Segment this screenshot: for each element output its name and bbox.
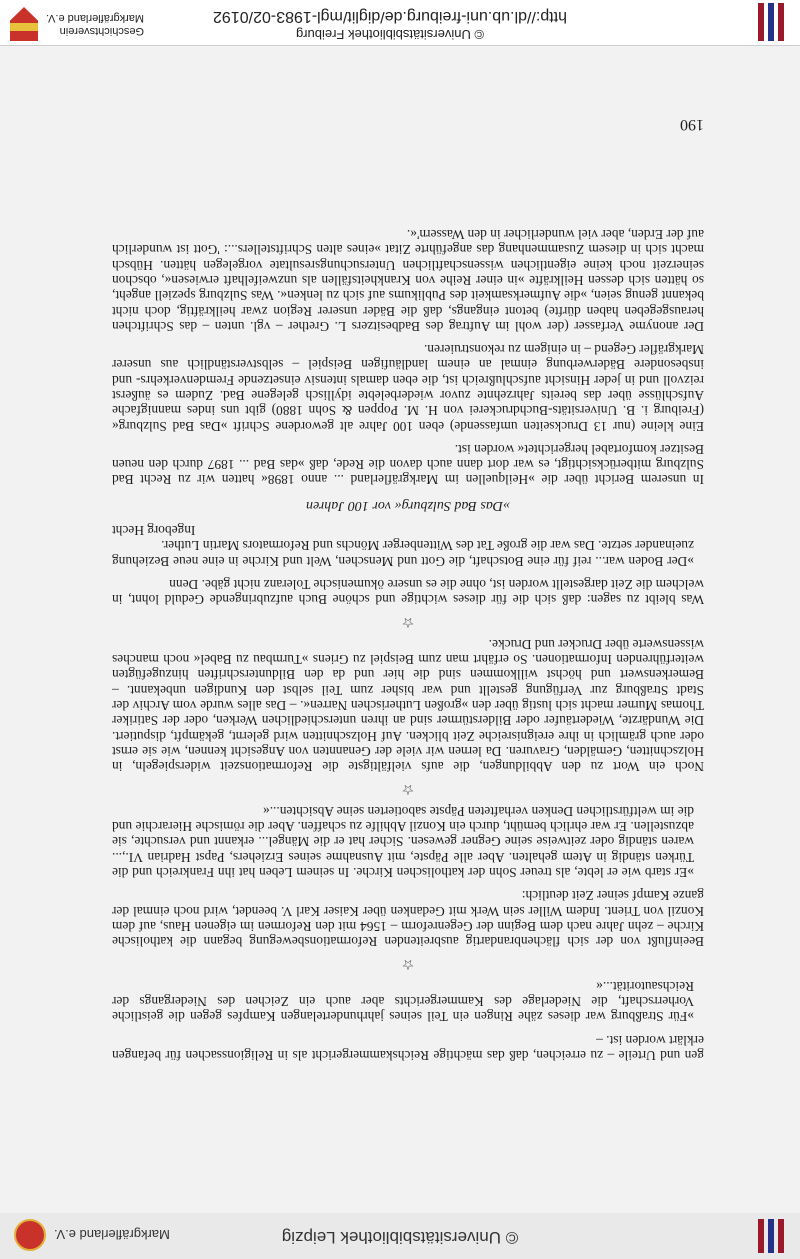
paragraph: Noch ein Wort zu den Abbildungen, die aufs vielfältigste die Reformationszeit widerspiegeln, in Holzschnitten, Gemälden, Gravuren. Da lernen wir viele der Genannten von Angesicht kennen, wie sie ernst oder auch grämlich in ihre ereignisreiche Zeit blicken. Auf Holzschnitten wird gelernt, gekämpft, disputiert. Die Wundärzte, Wiedertäufer oder Bilderstürmer sind an ihren unterschiedlichen Werken, oder der Satiriker Thomas Murner macht sich lustig über den »großen Lutherischen Narren«. – Das alles wurde vom Archiv der Stadt Straßburg zur Verfügung gestellt und war bisher zum Teil selbst den Kundigen unbekannt. – Bemerkenswert und höchst willkommen sind die hier und da den Bildunterschriften hinzugefügten weiterführenden Informationen. So erfährt man zum Beispiel zu Griens »Turmbau zu Babel« noch manches wissenswerte über Drucker und Drucke. — [112, 636, 704, 775]
paragraph: In unserem Bericht über die »Heilquellen im Markgräflerland ... anno 1898« hatten wir zu Recht Bad Sulzburg mitberücksichtigt, es war dort dann auch davon die Rede, daß »das Bad ... 1897 durch den neuen Besitzer komfortabel hergerichtet« worden ist. — [112, 441, 704, 488]
paragraph: gen und Urteile – zu erreichen, daß das mächtige Reichskammergericht als in Religionssachen für befangen erklärt worden ist. – — [112, 1032, 704, 1063]
repository-footer — [0, 0, 800, 46]
star-separator-icon: ☆ — [401, 955, 415, 971]
scanned-page — [0, 46, 800, 1213]
university-logo-icon — [748, 1, 784, 41]
header-title: © Universitätsbibliothek Leipzig — [281, 1228, 519, 1247]
permalink[interactable]: http://dl.ub.uni-freiburg.de/diglit/mgl-1983-02/0192 — [213, 8, 567, 25]
paragraph: Eine kleine (nur 13 Druckseiten umfassende) eben 100 Jahre alt gewordene Schrift »Das Bad Sulzburg« (Freiburg i. B. Universitäts-Buchdruckerei von H. M. Poppen & Sohn 1880) gibt uns indes mannigfache Aufschlüsse über das bereits Jahrzehnte zuvor wiederbelebte idyllisch gelegene Bad. Zudem es äußerst reizvoll und in jeder Hinsicht aufschlußreich ist, die eben damals intensiv einsetzende Fremdenverkehrs- und insbesondere Bäderwerbung einmal an einem landläufigen Beispiel – selbstverständlich aus unserer Markgräfler Gegend – in einigem zu rekonstruieren. — [112, 342, 704, 434]
society-name — [46, 11, 144, 37]
repository-header — [0, 1212, 800, 1259]
footer-copyright: © Universitätsbibliothek Freiburg — [295, 27, 485, 42]
society-badge — [10, 7, 144, 41]
quote: »Der Boden war... reif für eine Botschaft, die Gott und Menschen, Welt und Kirche in eine neue Beziehung zueinander setzte. Das war die große Tat des Wittenberger Mönchs und Reformators Martin Luther. — [112, 538, 694, 569]
star-separator-icon: ☆ — [401, 780, 415, 796]
footer-info — [200, 7, 580, 42]
section-heading: »Das Bad Sulzburg« vor 100 Jahren — [306, 497, 510, 513]
coat-of-arms-icon — [10, 7, 38, 41]
header-org-label: Markgräflerland e.V. — [54, 1227, 170, 1243]
page-number: 190 — [680, 116, 704, 133]
quote: »Für Straßburg war dieses zähe Ringen ein Teil seines jahrhundertelangen Kampfes gegen die geistliche Vorherrschaft, die Niederlage des Kammergerichts aber auch ein Zeichen des Niedergangs der Reichsautorität...« — [112, 978, 694, 1025]
paragraph: Der anonyme Verfasser (der wohl im Auftrag des Badbesitzers L. Grether – vgl. unten – das Schriftchen herausgegeben haben dürfte) betont eingangs, daß die Bäder unserer Region zwar heilkräftig, doch nicht bekannt genug seien, »die Aufmerksamkeit des Publikums auf sich zu lenken«. Was Sulzburg speziell angeht, so hätten sich dessen Heilkräfte »in einer Reihe von Krankheitsfällen als unzweifelhaft erwiesen«, obschon seinerzeit noch keine eigentlichen wissenschaftlichen Untersuchungsresultate vorgelegen hätten. Hübsch macht sich in diesem Zusammenhang das angeführte Zitat »eines alten Schriftstellers...: 'Gott ist wunderlich auf der Erden, aber viel wunderlicher in den Wassern'«. — [112, 227, 704, 334]
seal-icon — [14, 1219, 46, 1251]
header-org — [14, 1219, 170, 1251]
article-text — [112, 219, 704, 1063]
society-line: Geschichtsverein — [59, 25, 145, 37]
quote: »Er starb wie er lebte, als treuer Sohn der katholischen Kirche. In seinem Leben hat ihn Frankreich und die Türken ständig in Atem gehalten. Aber alle Päpste, mit Ausnahme seines Erziehers, Papst Hadrian VI.,... waren ständig oder zeitweise seine Gegner gewesen. Sicher hat er die Mängel... erkannt und versuchte, sie abzustellen. Er war ehrlich bemüht, durch ein Konzil Abhilfe zu schaffen. Aber die römische Hierarchie und die im weltfürstlichen Denken verhafteten Päpste sabotierten seine Absichten...« — [112, 803, 694, 881]
author-signature: Ingeborg Hecht — [112, 523, 196, 539]
library-logo-icon — [726, 1219, 784, 1253]
star-separator-icon: ☆ — [401, 613, 415, 629]
signature-row — [112, 523, 704, 538]
paragraph: Beeinflußt von der sich flächenbrandartig ausbreitenden Reformationsbewegung begann die katholische Kirche – zehn Jahre nach dem Beginn der Gegenreform – 1564 mit den Reformen im eigenen Haus, auf dem Konzil von Trient. Indem Willer sein Werk mit Gedanken über Kaiser Karl V. beendet, wird noch einmal der ganze Kampf seiner Zeit deutlich: — [112, 888, 704, 950]
paragraph: Was bleibt zu sagen: daß sich die für dieses wichtige und schöne Buch aufzubringende Geduld lohnt, in welchem die Zeit dargestellt worden ist, ohne die es unsere ökumenische Toleranz nicht gäbe. Denn — [112, 576, 704, 608]
quote-with-signature — [112, 538, 704, 569]
society-line: Markgräflerland e.V. — [46, 12, 145, 24]
